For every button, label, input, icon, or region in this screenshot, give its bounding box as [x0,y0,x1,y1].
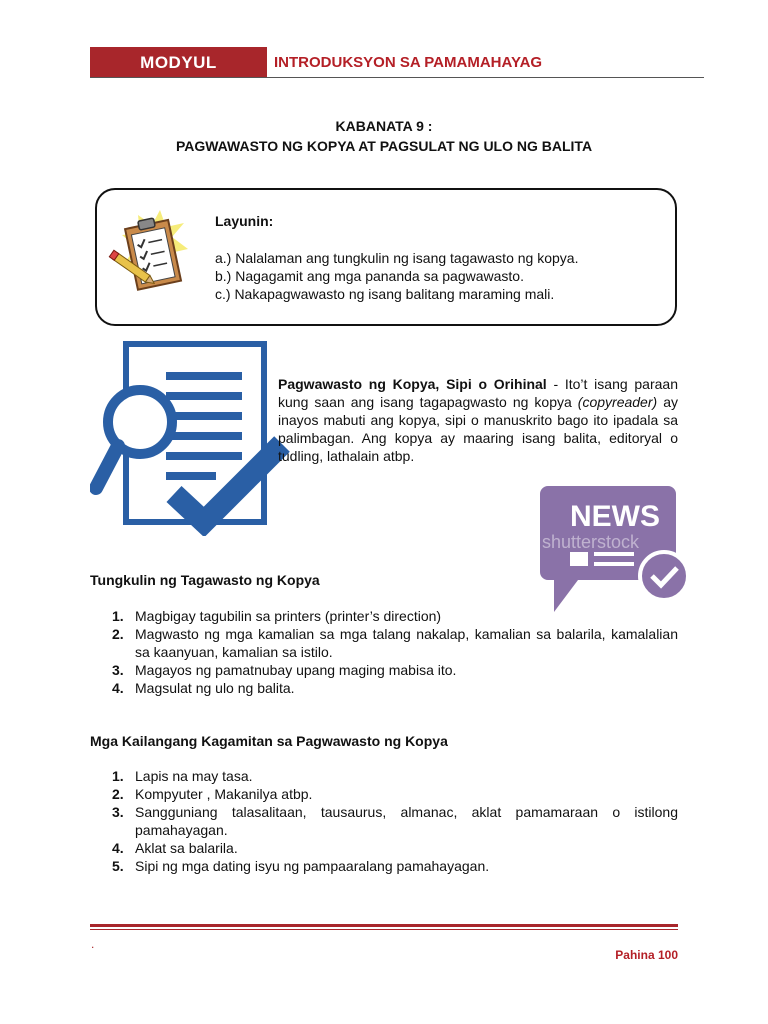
materials-heading: Mga Kailangang Kagamitan sa Pagwawasto ng Kopya [90,733,448,749]
document-review-icon [90,338,290,541]
definition-text-cont: ay inayos mabuti ang kopya, sipi o manuskrito bago ito ipadala sa palimbagan. Ang kopya ay maaring isang balita, editoryal o tudling, lathalain atbp. [278,394,678,464]
duties-heading: Tungkulin ng Tagawasto ng Kopya [90,572,320,588]
definition-italic: (copyreader) [577,394,658,410]
list-item: 1. Lapis na may tasa. [112,768,253,784]
footer-dot: . [91,937,95,951]
news-icon [538,478,690,623]
list-item: 1. Magbigay tagubilin sa printers (printer’s direction) [112,608,442,624]
list-item: 4. Aklat sa balarila. [112,840,238,856]
module-badge [90,47,267,77]
list-item: 5. Sipi ng mga dating isyu ng pampaaralang pamahayagan. [112,858,490,874]
news-label: NEWS [570,500,660,533]
definition-term: Pagwawasto ng Kopya, Sipi o Orihinal [278,376,547,392]
list-item: 3. Magayos ng pamatnubay upang maging mabisa ito. [112,662,457,678]
header-divider [90,77,704,78]
module-title: INTRODUKSYON SA PAMAMAHAYAG [274,54,543,71]
footer-divider-thin [90,929,678,930]
list-item: 2. Magwasto ng mga kamalian sa mga talang nakalap, kamalian sa balarila, kamalalian sa kaanyuan, kamalian sa istilo. [112,626,678,660]
list-item: 2. Kompyuter , Makanilya atbp. [112,786,313,802]
list-item: 3. Sangguniang talasalitaan, tausaurus, almanac, aklat pamamaraan o istilong pamahayagan. [112,804,678,838]
objective-item: b.) Nagagamit ang mga pananda sa pagwawasto. [215,268,524,284]
module-badge-label: MODYUL [140,53,217,72]
list-item: 4. Magsulat ng ulo ng balita. [112,680,295,696]
objectives-heading: Layunin: [215,213,274,229]
objective-item: a.) Nalalaman ang tungkulin ng isang tagawasto ng kopya. [215,250,579,266]
clipboard-icon [108,205,190,310]
page-number: Pahina 100 [615,948,678,962]
duties-list [90,607,678,697]
definition-text: - Ito’t isang paraan kung saan ang isang tagapagwasto ng kopya [278,376,678,410]
definition-paragraph [278,375,678,465]
chapter-title: PAGWAWASTO NG KOPYA AT PAGSULAT NG ULO NG BALITA [175,138,593,154]
watermark: shutterstock [542,532,640,552]
chapter-number: KABANATA 9 : [335,118,433,134]
materials-list [90,767,678,875]
footer-divider [90,924,678,927]
objective-item: c.) Nakapagwawasto ng isang balitang maraming mali. [215,286,555,302]
